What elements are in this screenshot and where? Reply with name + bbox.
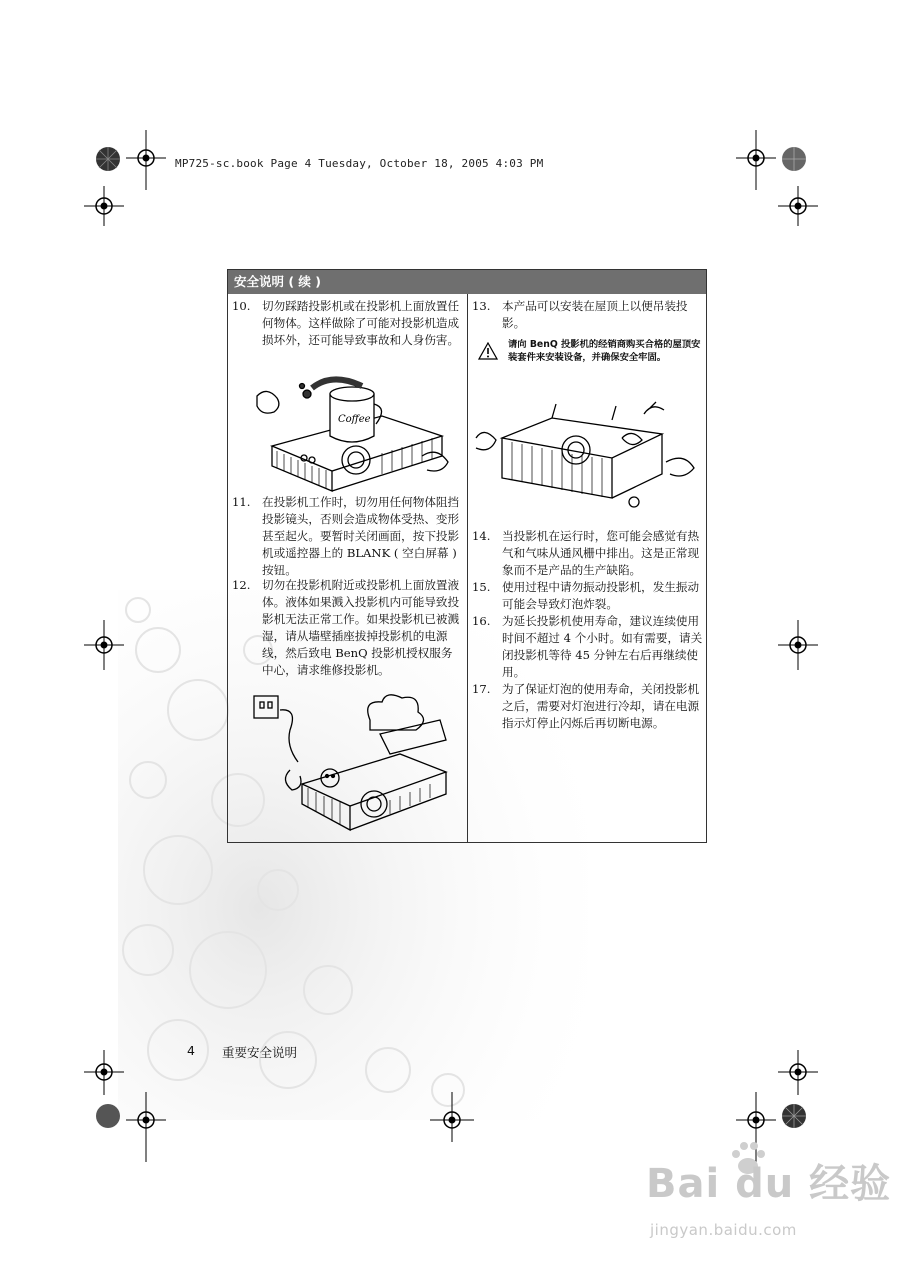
registration-mark-icon xyxy=(84,1050,124,1095)
registration-mark-icon xyxy=(736,130,776,190)
column-divider xyxy=(467,294,468,843)
safety-instructions-table: 安全说明 ( 续 ) 10. 切勿踩踏投影机或在投影机上面放置任何物体。这样做除了可能对投影机造成损坏外，还可能导致事故和人身伤害。 Coffee 11. 在投影机工作时，切勿用任何物体阻挡投影镜头，否则会造成物体受热、变形甚至起火。要暂时关闭画面，按下投影机或遥控器上的 BLANK ( 空白屏幕 ) 按钮。 12. 切勿在投影机附近或投影机上面放置液体。液体如果溅入投影机内可能导致投影机无法正常工作。如果投影机已被溅湿，请从墙壁插座拔掉投影机的电源线，然后致电 BenQ 投影机授权服务中心，请求维修投影机。 13. 本产品可以安装在屋顶上以便吊装投影。 请向 BenQ 投影机的经销商购买合格的屋顶安装套件来安装设备，并确保安全牢固。 14. 当投影机在运行时，您可能会感觉有热气和气味从通风栅中排出。这是正常现象而不是产品的生产缺陷。 15. 使用过程中请勿振动投影机，发生振动可能会导致灯泡炸裂。 16. 为延长投影机使用寿命，建议连续使用时间不超过 4 个小时。如有需要，请关闭投影机等待 45 分钟左右后再继续使用。 17. 为了保证灯泡的使用寿命，关闭投影机之后，需要对灯泡进行冷却，请在电源指示灯停止闪烁后再切断电源。 xyxy=(227,269,707,843)
registration-mark-icon xyxy=(778,620,818,670)
registration-mark-icon xyxy=(84,186,124,226)
color-target-icon xyxy=(95,146,121,172)
warning-triangle-icon xyxy=(478,342,498,360)
coffee-label: Coffee xyxy=(338,414,371,425)
color-target-icon xyxy=(781,1103,807,1129)
registration-mark-icon xyxy=(778,1050,818,1095)
page-number: 4 xyxy=(187,1043,195,1058)
color-target-icon xyxy=(95,1103,121,1129)
color-target-icon xyxy=(781,146,807,172)
coffee-on-projector-illustration xyxy=(252,376,452,494)
watermark-logo: Bai du 经验 xyxy=(646,1161,892,1207)
section-title: 安全说明 ( 续 ) xyxy=(228,270,706,294)
footer-title: 重要安全说明 xyxy=(222,1045,298,1060)
ceiling-mount-warning: 请向 BenQ 投影机的经销商购买合格的屋顶安装套件来安装设备，并确保安全牢固。 xyxy=(508,339,701,363)
registration-mark-icon xyxy=(84,620,124,670)
ceiling-mount-illustration xyxy=(472,398,702,518)
registration-mark-icon xyxy=(126,1092,166,1162)
watermark-url: jingyan.baidu.com xyxy=(650,1221,797,1239)
registration-mark-icon xyxy=(778,186,818,226)
liquid-spill-illustration xyxy=(250,690,450,840)
print-header: MP725-sc.book Page 4 Tuesday, October 18, 2005 4:03 PM xyxy=(175,157,544,170)
registration-mark-icon xyxy=(126,130,166,190)
registration-mark-icon xyxy=(430,1092,474,1142)
